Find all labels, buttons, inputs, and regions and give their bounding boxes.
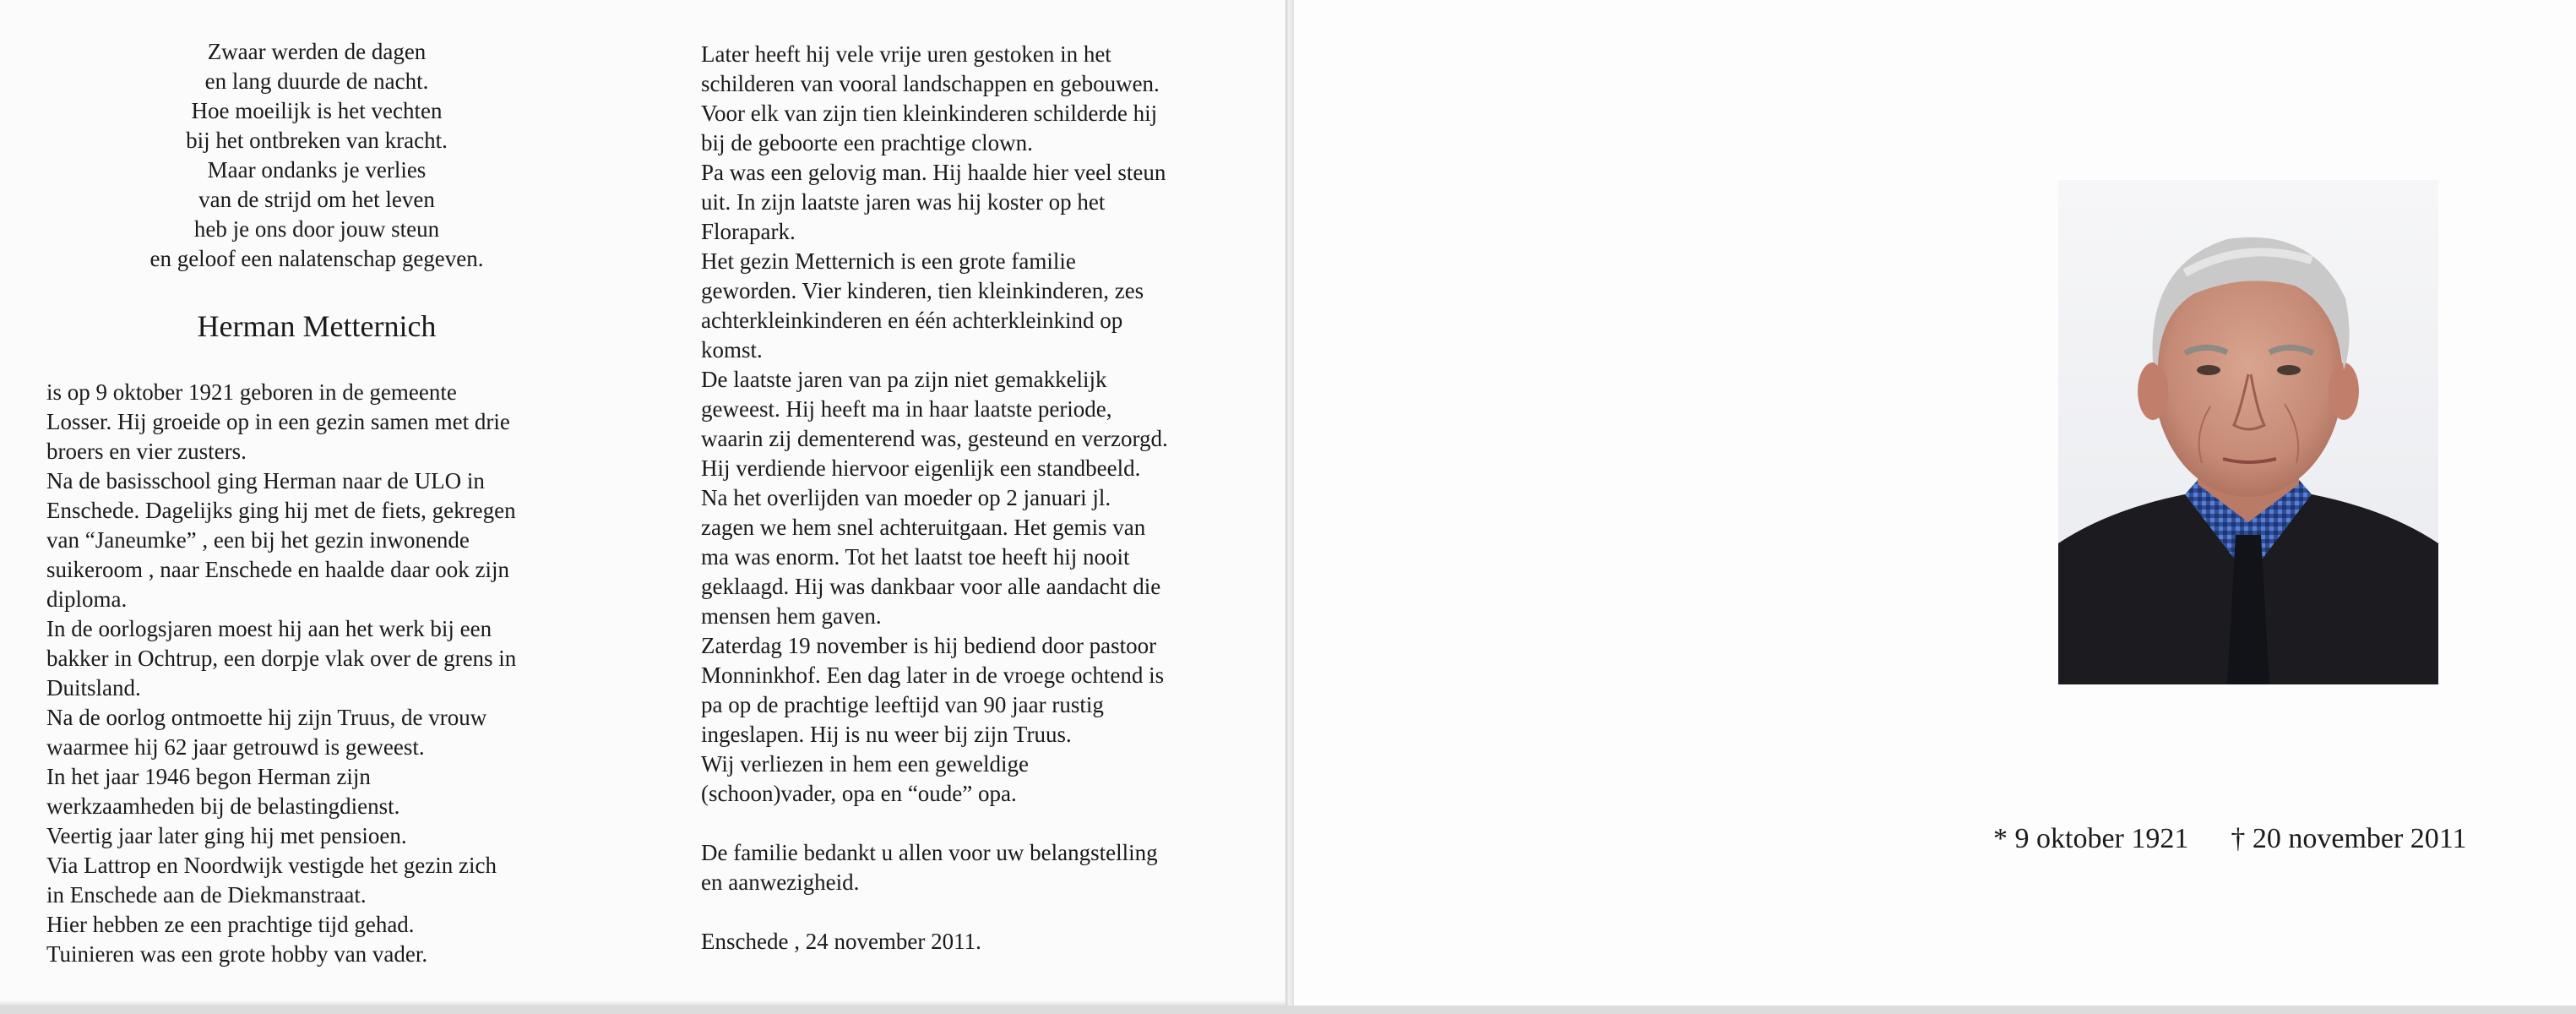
text-line: zagen we hem snel achteruitgaan. Het gemis van [701, 515, 1146, 540]
text-line: Hier hebben ze een prachtige tijd gehad. [46, 912, 415, 937]
text-line: Zaterdag 19 november is hij bediend door pastoor [701, 633, 1157, 658]
text-line: Na de basisschool ging Herman naar de ULO in [46, 468, 485, 493]
poem-line: Maar ondanks je verlies [207, 157, 427, 183]
place-date: Enschede , 24 november 2011. [701, 929, 981, 954]
text-line: uit. In zijn laatste jaren was hij koster op het [701, 189, 1106, 215]
text-line: Monninkhof. Een dag later in de vroege ochtend is [701, 662, 1165, 688]
poem-line: Zwaar werden de dagen [207, 39, 427, 64]
card-inner-left [0, 0, 1285, 1006]
text-line: De laatste jaren van pa zijn niet gemakkelijk [701, 367, 1107, 392]
text-line: Florapark. [701, 219, 796, 244]
text-line: Hij verdiende hiervoor eigenlijk een standbeeld. [701, 455, 1141, 481]
biography-column-1 [46, 378, 621, 969]
text-line: Duitsland. [46, 675, 141, 701]
text-line: Na het overlijden van moeder op 2 januari jl. [701, 485, 1111, 510]
poem-line: en geloof een nalatenschap gegeven. [149, 246, 484, 271]
thanks-line: De familie bedankt u allen voor uw belangstelling [701, 840, 1158, 865]
text-line: komst. [701, 337, 763, 363]
birth-date: * 9 oktober 1921 [1993, 823, 2189, 854]
biography-column-2 [701, 40, 1258, 957]
text-line: Voor elk van zijn tien kleinkinderen schilderde hij [701, 101, 1158, 126]
text-line: pa op de prachtige leeftijd van 90 jaar rustig [701, 692, 1104, 717]
text-line: mensen hem gaven. [701, 603, 882, 629]
text-line: In de oorlogsjaren moest hij aan het werk bij een [46, 616, 492, 641]
text-line: werkzaamheden bij de belastingdienst. [46, 793, 400, 819]
text-line: geworden. Vier kinderen, tien kleinkinderen, zes [701, 278, 1144, 303]
spacer [701, 809, 1258, 838]
text-line: Veertig jaar later ging hij met pensioen. [46, 823, 407, 848]
life-dates [1993, 822, 2467, 856]
poem-line: heb je ons door jouw steun [193, 216, 440, 242]
text-line: Later heeft hij vele vrije uren gestoken in het [701, 41, 1111, 67]
text-line: broers en vier zusters. [46, 439, 247, 464]
text-line: ingeslapen. Hij is nu weer bij zijn Truus. [701, 722, 1072, 747]
text-line: is op 9 oktober 1921 geboren in de gemeente [46, 379, 457, 405]
text-line: achterkleinkinderen en één achterkleinkind op [701, 308, 1123, 333]
text-line: Tuinieren was een grote hobby van vader. [46, 941, 428, 967]
death-date: † 20 november 2011 [2231, 823, 2467, 854]
text-line: geklaagd. Hij was dankbaar voor alle aandacht die [701, 574, 1161, 599]
text-line: ma was enorm. Tot het laatst toe heeft hij nooit [701, 544, 1130, 570]
text-line: Wij verliezen in hem een geweldige [701, 751, 1029, 777]
text-line: bij de geboorte een prachtige clown. [701, 130, 1033, 155]
text-line: van “Janeumke” , een bij het gezin inwonende [46, 527, 470, 553]
text-line: (schoon)vader, opa en “oude” opa. [701, 781, 1017, 806]
text-line: Enschede. Dagelijks ging hij met de fiets, gekregen [46, 498, 516, 523]
text-line: Pa was een gelovig man. Hij haalde hier veel steun [701, 160, 1166, 185]
poem [93, 37, 541, 274]
text-line: waarmee hij 62 jaar getrouwd is geweest. [46, 734, 425, 760]
text-line: schilderen van vooral landschappen en gebouwen. [701, 71, 1160, 96]
thanks-line: en aanwezigheid. [701, 870, 860, 895]
text-line: suikeroom , naar Enschede en haalde daar ook zijn [46, 557, 510, 582]
portrait-photo [2058, 180, 2438, 684]
text-line: In het jaar 1946 begon Herman zijn [46, 764, 371, 789]
text-line: geweest. Hij heeft ma in haar laatste periode, [701, 396, 1112, 422]
text-line: in Enschede aan de Diekmanstraat. [46, 882, 367, 908]
poem-line: en lang duurde de nacht. [204, 68, 429, 94]
poem-line: bij het ontbreken van kracht. [186, 128, 448, 153]
text-line: Na de oorlog ontmoette hij zijn Truus, de vrouw [46, 705, 487, 730]
text-line: Het gezin Metternich is een grote familie [701, 248, 1076, 274]
text-line: waarin zij dementerend was, gesteund en verzorgd. [701, 426, 1168, 451]
card-bottom-edge [0, 1006, 2576, 1014]
card-fold [1285, 0, 1294, 1014]
text-line: Via Lattrop en Noordwijk vestigde het gezin zich [46, 853, 497, 878]
text-line: bakker in Ochtrup, een dorpje vlak over de grens in [46, 646, 517, 671]
poem-line: Hoe moeilijk is het vechten [191, 98, 443, 123]
text-line: Losser. Hij groeide op in een gezin samen met drie [46, 409, 510, 434]
poem-line: van de strijd om het leven [198, 187, 435, 212]
deceased-name: Herman Metternich [197, 309, 437, 343]
spacer [701, 897, 1258, 927]
text-line: diploma. [46, 586, 128, 612]
